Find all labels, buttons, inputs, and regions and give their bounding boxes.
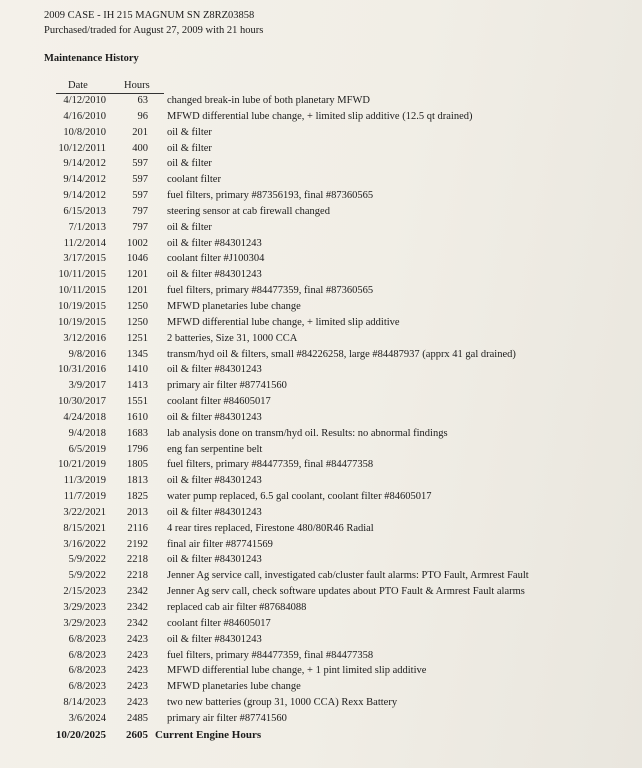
row-description: oil & filter: [167, 221, 212, 233]
maintenance-row: [0, 586, 642, 602]
row-date: 6/5/2019: [68, 443, 106, 455]
maintenance-row: [0, 459, 642, 475]
row-description: oil & filter: [167, 126, 212, 138]
maintenance-row: [0, 634, 642, 650]
maintenance-row: [0, 317, 642, 333]
row-hours: 797: [132, 205, 148, 217]
row-hours: 1201: [127, 269, 148, 281]
row-hours: 1796: [127, 443, 148, 455]
row-hours: 400: [132, 142, 148, 154]
row-description: primary air filter #87741560: [167, 712, 287, 724]
row-date: 10/11/2015: [58, 269, 106, 281]
row-description: oil & filter #84301243: [167, 364, 262, 376]
row-hours: 597: [132, 174, 148, 186]
row-hours: 201: [132, 126, 148, 138]
row-date: 10/30/2017: [58, 396, 106, 408]
row-description: eng fan serpentine belt: [167, 443, 263, 455]
row-description: coolant filter #84605017: [167, 617, 271, 629]
maintenance-row: [0, 602, 642, 618]
row-hours: 1413: [127, 380, 148, 392]
row-description: coolant filter #J100304: [167, 253, 265, 265]
row-description: coolant filter: [167, 174, 221, 186]
row-date: 6/8/2023: [68, 665, 106, 677]
row-date: 9/14/2012: [63, 158, 106, 170]
row-date: 5/9/2022: [68, 570, 106, 582]
maintenance-row: [0, 285, 642, 301]
maintenance-row: [0, 127, 642, 143]
row-hours: 1825: [127, 491, 148, 503]
row-date: 11/3/2019: [63, 475, 106, 487]
row-hours: 2218: [127, 554, 148, 566]
row-description: fuel filters, primary #84477359, final #84477358: [167, 459, 374, 471]
row-description: oil & filter #84301243: [167, 269, 262, 281]
row-hours: 1551: [127, 396, 148, 408]
row-date: 3/9/2017: [68, 380, 106, 392]
row-date: 4/12/2010: [63, 95, 106, 106]
maintenance-row: [0, 206, 642, 222]
row-description: 4 rear tires replaced, Firestone 480/80R46 Radial: [167, 522, 374, 534]
maintenance-row: [0, 158, 642, 174]
column-header-hours: Hours: [124, 80, 150, 91]
row-date: 3/6/2024: [68, 712, 106, 724]
row-description: primary air filter #87741560: [167, 380, 287, 392]
maintenance-row: [0, 222, 642, 238]
row-hours: 2342: [127, 586, 148, 598]
row-description: MFWD planetaries lube change: [167, 300, 301, 312]
row-date: 10/12/2011: [58, 142, 106, 154]
row-description: Current Engine Hours: [155, 728, 262, 741]
maintenance-row: [0, 428, 642, 444]
maintenance-row: [0, 539, 642, 555]
row-hours: 2423: [127, 665, 148, 677]
maintenance-row: [0, 111, 642, 127]
row-description: fuel filters, primary #87356193, final #87360565: [167, 190, 374, 202]
row-date: 5/9/2022: [68, 554, 106, 566]
row-description: 2 batteries, Size 31, 1000 CCA: [167, 332, 298, 344]
tractor-model-serial: 2009 CASE - IH 215 MAGNUM SN Z8RZ03858: [44, 10, 255, 21]
row-date: 4/24/2018: [63, 411, 106, 423]
row-date: 9/14/2012: [63, 174, 106, 186]
row-date: 3/29/2023: [63, 602, 106, 613]
row-hours: 597: [132, 158, 148, 170]
maintenance-row: [0, 95, 642, 111]
row-date: 9/14/2012: [63, 190, 106, 202]
maintenance-row: [0, 713, 642, 729]
row-hours: 1345: [127, 348, 148, 360]
row-date: 6/8/2023: [68, 649, 106, 661]
row-hours: 1251: [127, 332, 148, 344]
row-date: 11/2/2014: [63, 237, 106, 249]
row-date: 3/17/2015: [63, 253, 106, 265]
row-hours: 2423: [127, 697, 148, 709]
row-hours: 2192: [127, 538, 148, 550]
row-hours: 1813: [127, 475, 148, 487]
purchase-info: Purchased/traded for August 27, 2009 with 21 hours: [44, 25, 264, 36]
section-title: Maintenance History: [44, 53, 139, 64]
maintenance-row: [0, 570, 642, 586]
column-header-date: Date: [68, 80, 88, 91]
row-hours: 1201: [127, 285, 148, 297]
maintenance-row: [0, 396, 642, 412]
row-description: MFWD planetaries lube change: [167, 681, 301, 693]
row-description: fuel filters, primary #84477359, final #84477358: [167, 649, 374, 661]
row-description: oil & filter: [167, 158, 212, 170]
row-description: Jenner Ag serv call, check software updates about PTO Fault & Armrest Fault alarms: [167, 586, 525, 598]
row-hours: 2013: [127, 506, 148, 518]
row-description: MFWD differential lube change, + limited slip additive: [167, 316, 400, 328]
row-date: 9/8/2016: [68, 348, 106, 360]
maintenance-row: [0, 681, 642, 697]
maintenance-row: [0, 333, 642, 349]
row-date: 3/29/2023: [63, 617, 106, 629]
row-description: Jenner Ag service call, investigated cab/cluster fault alarms: PTO Fault, Armrest Fault: [167, 570, 529, 582]
maintenance-row: [0, 444, 642, 460]
row-hours: 63: [137, 95, 148, 106]
row-hours: 2423: [127, 633, 148, 645]
row-description: oil & filter: [167, 142, 212, 154]
row-hours: 2605: [126, 728, 148, 741]
row-date: 3/22/2021: [63, 506, 106, 518]
row-hours: 1610: [127, 411, 148, 423]
row-hours: 1410: [127, 364, 148, 376]
header-underline: [56, 93, 164, 94]
row-description: lab analysis done on transm/hyd oil. Results: no abnormal findings: [167, 427, 448, 439]
maintenance-table: [0, 95, 642, 745]
row-hours: 2423: [127, 681, 148, 693]
maintenance-row: [0, 364, 642, 380]
row-description: changed break-in lube of both planetary MFWD: [167, 95, 370, 106]
row-hours: 1046: [127, 253, 148, 265]
row-description: oil & filter #84301243: [167, 237, 262, 249]
row-description: replaced cab air filter #87684088: [167, 602, 307, 613]
row-date: 7/1/2013: [68, 221, 106, 233]
maintenance-row: [0, 665, 642, 681]
row-date: 10/21/2019: [58, 459, 106, 471]
row-hours: 2485: [127, 712, 148, 724]
row-hours: 1250: [127, 300, 148, 312]
row-date: 10/19/2015: [58, 316, 106, 328]
maintenance-row: [0, 697, 642, 713]
row-hours: 1683: [127, 427, 148, 439]
maintenance-row: [0, 523, 642, 539]
row-description: water pump replaced, 6.5 gal coolant, coolant filter #84605017: [167, 491, 432, 503]
maintenance-row: [0, 238, 642, 254]
maintenance-row: [0, 412, 642, 428]
row-description: final air filter #87741569: [167, 538, 273, 550]
row-hours: 797: [132, 221, 148, 233]
maintenance-row: [0, 349, 642, 365]
row-date: 3/16/2022: [63, 538, 106, 550]
row-description: MFWD differential lube change, + limited slip additive (12.5 qt drained): [167, 110, 473, 122]
row-hours: 1002: [127, 237, 148, 249]
row-hours: 96: [137, 110, 148, 122]
row-date: 10/31/2016: [58, 364, 106, 376]
row-description: oil & filter #84301243: [167, 633, 262, 645]
maintenance-row: [0, 650, 642, 666]
row-hours: 1250: [127, 316, 148, 328]
row-date: 10/8/2010: [63, 126, 106, 138]
row-date: 3/12/2016: [63, 332, 106, 344]
row-description: coolant filter #84605017: [167, 396, 271, 408]
maintenance-row: [0, 253, 642, 269]
row-description: steering sensor at cab firewall changed: [167, 205, 330, 217]
maintenance-row: [0, 380, 642, 396]
row-date: 4/16/2010: [63, 110, 106, 122]
maintenance-row: [0, 143, 642, 159]
maintenance-row: [0, 618, 642, 634]
row-hours: 597: [132, 190, 148, 202]
row-hours: 2218: [127, 570, 148, 582]
row-date: 10/20/2025: [55, 728, 106, 741]
maintenance-row: [0, 554, 642, 570]
maintenance-row: [0, 507, 642, 523]
row-description: transm/hyd oil & filters, small #84226258, large #84487937 (apprx 41 gal drained): [167, 348, 516, 360]
row-description: MFWD differential lube change, + 1 pint limited slip additive: [167, 665, 427, 677]
maintenance-row: [0, 174, 642, 190]
row-date: 6/15/2013: [63, 205, 106, 217]
row-hours: 1805: [127, 459, 148, 471]
row-hours: 2342: [127, 602, 148, 613]
maintenance-row: [0, 269, 642, 285]
current-hours-row: [0, 729, 642, 745]
row-hours: 2423: [127, 649, 148, 661]
row-date: 10/19/2015: [58, 300, 106, 312]
row-description: oil & filter #84301243: [167, 506, 262, 518]
row-date: 11/7/2019: [63, 491, 106, 503]
maintenance-row: [0, 475, 642, 491]
row-description: two new batteries (group 31, 1000 CCA) Rexx Battery: [167, 697, 398, 709]
row-date: 6/8/2023: [68, 633, 106, 645]
row-description: oil & filter #84301243: [167, 411, 262, 423]
row-date: 10/11/2015: [58, 285, 106, 297]
row-date: 2/15/2023: [63, 586, 106, 598]
maintenance-row: [0, 491, 642, 507]
row-description: oil & filter #84301243: [167, 554, 262, 566]
row-date: 8/14/2023: [63, 697, 106, 709]
row-date: 6/8/2023: [68, 681, 106, 693]
row-description: oil & filter #84301243: [167, 475, 262, 487]
row-description: fuel filters, primary #84477359, final #87360565: [167, 285, 374, 297]
maintenance-row: [0, 301, 642, 317]
row-date: 8/15/2021: [63, 522, 106, 534]
row-date: 9/4/2018: [68, 427, 106, 439]
row-hours: 2342: [127, 617, 148, 629]
maintenance-row: [0, 190, 642, 206]
row-hours: 2116: [127, 522, 148, 534]
